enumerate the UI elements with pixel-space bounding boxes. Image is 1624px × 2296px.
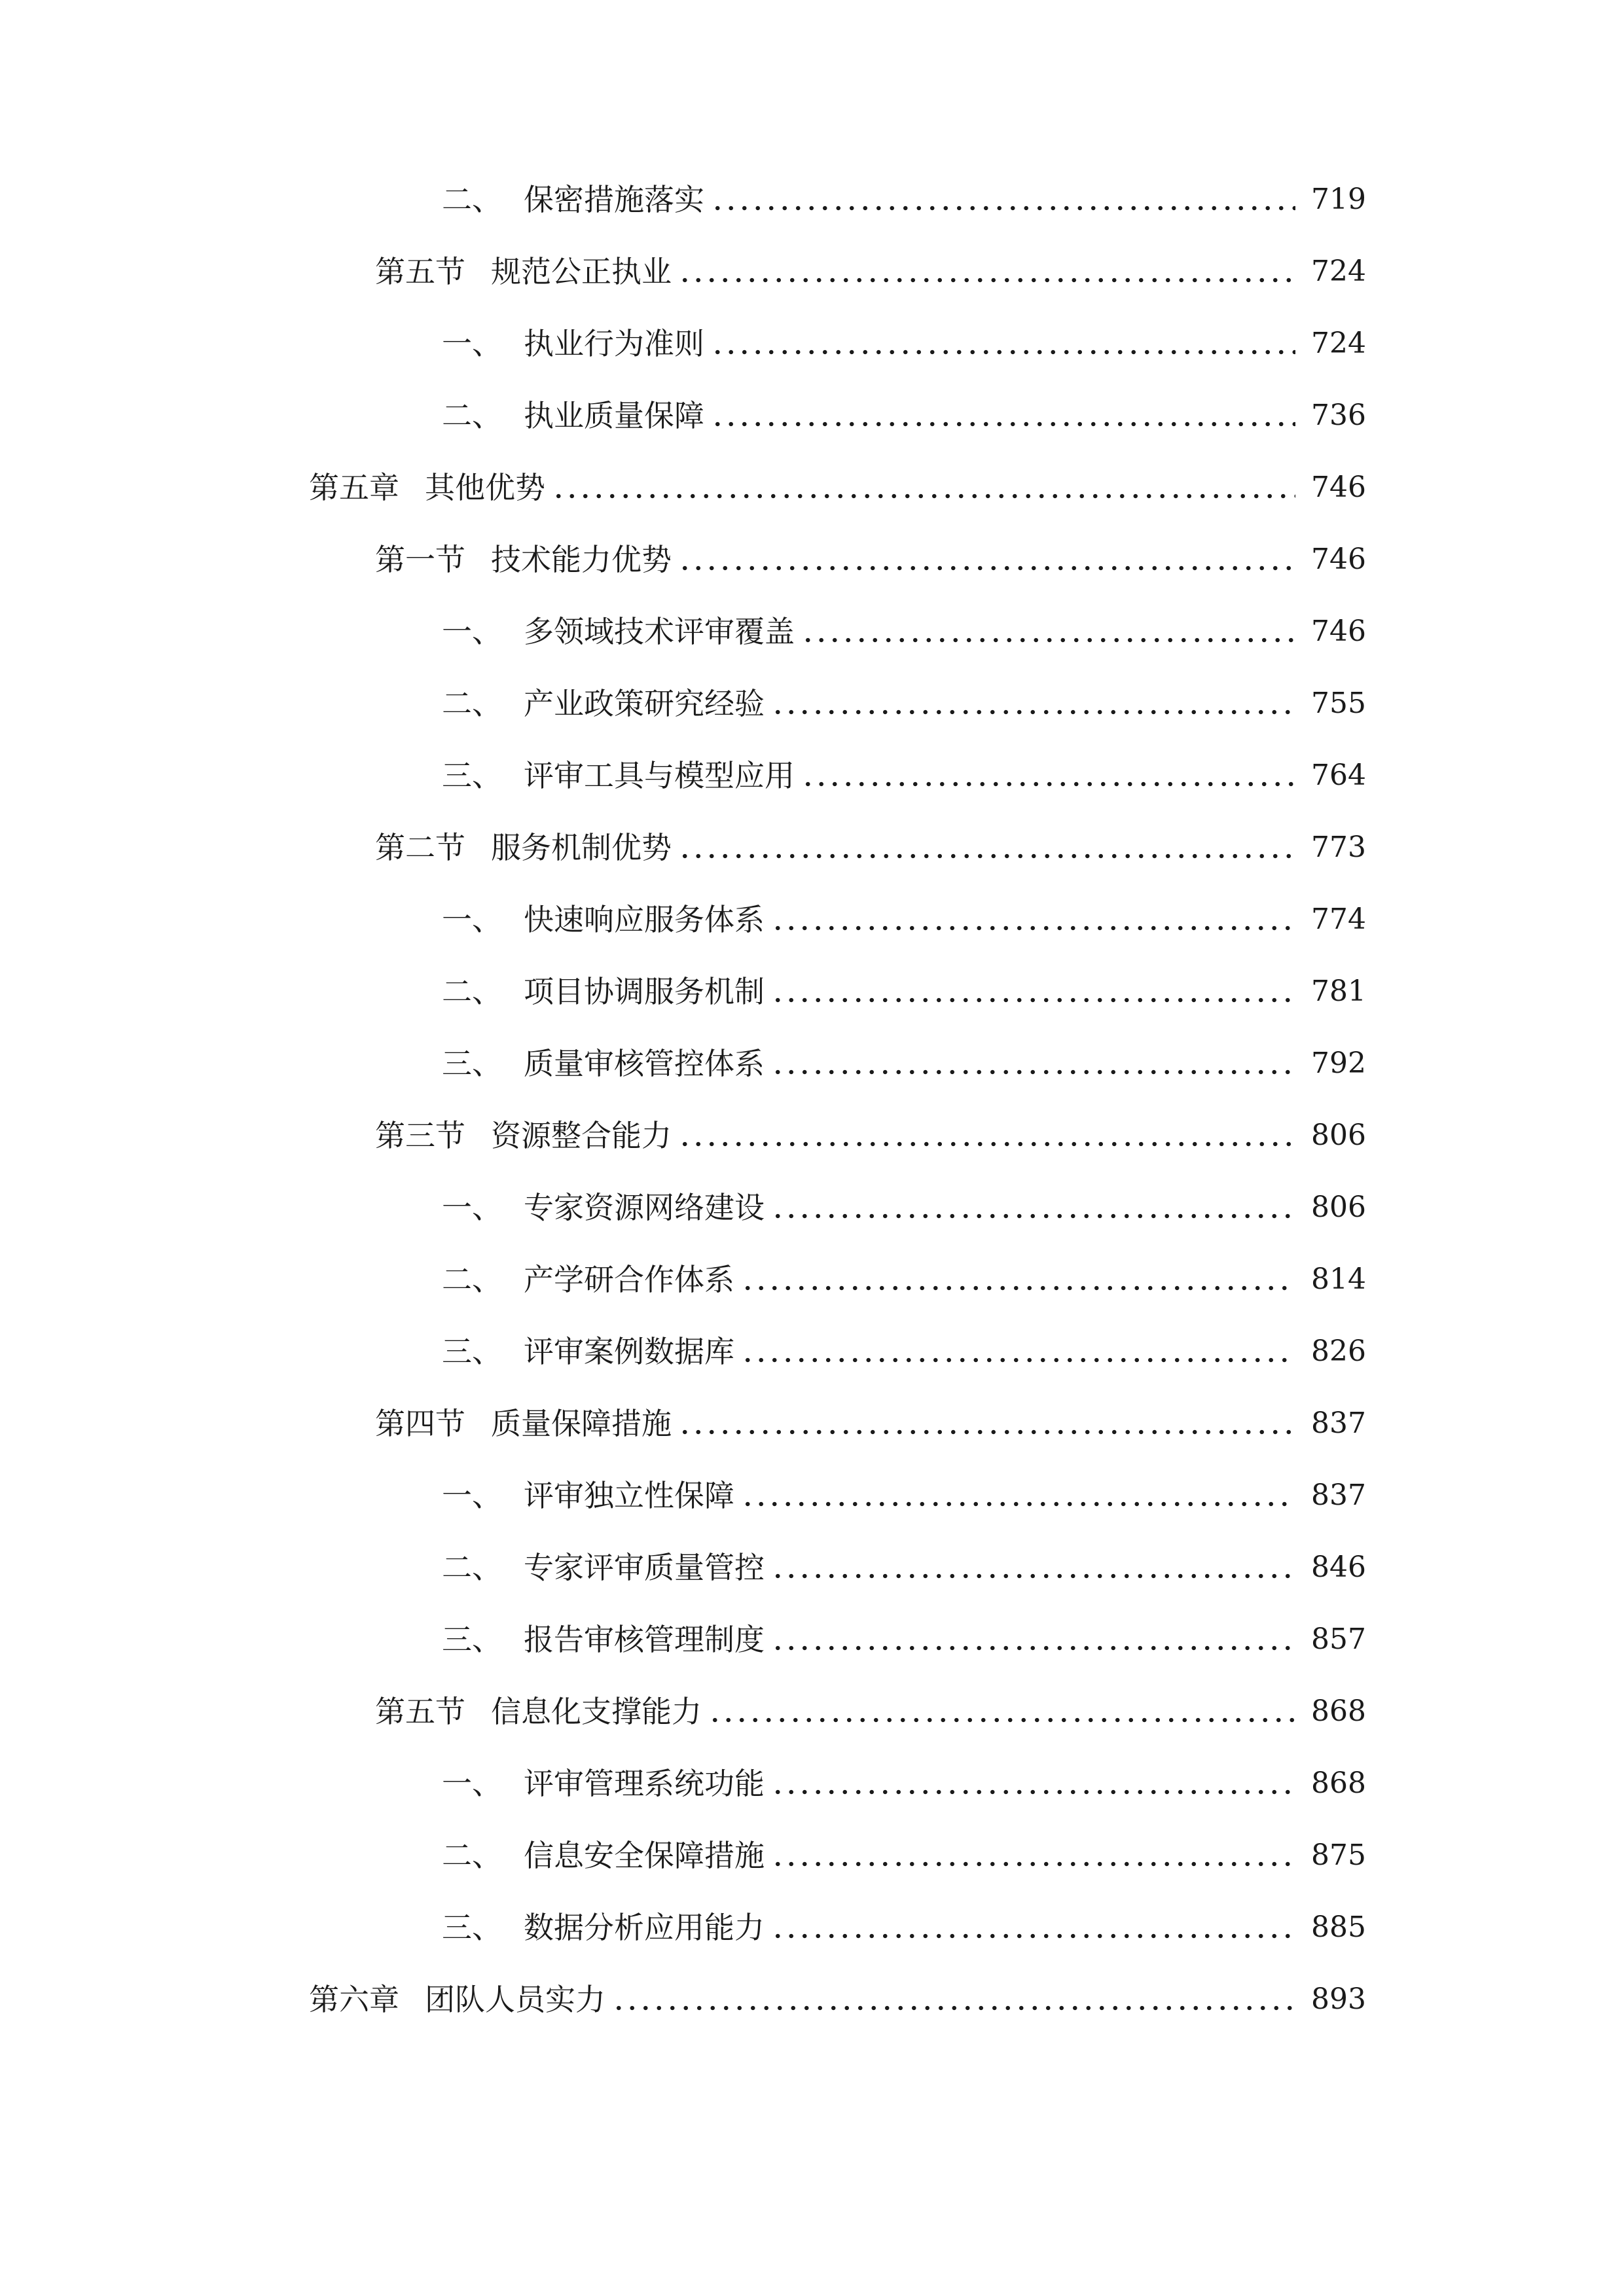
toc-entry-page-number: 764 <box>1311 759 1366 792</box>
toc-entry-page-number: 792 <box>1311 1047 1366 1080</box>
toc-entry-title: 评审工具与模型应用 <box>524 758 795 793</box>
toc-entry-title: 快速响应服务体系 <box>524 902 765 937</box>
toc-entry-label <box>375 831 672 864</box>
toc-entry-label <box>442 399 704 432</box>
toc-entry-number: 一、 <box>442 1190 502 1225</box>
toc-entry-number: 二、 <box>442 398 502 433</box>
toc-entry-page-number: 857 <box>1311 1623 1366 1656</box>
toc-entry-number: 二、 <box>442 1550 502 1585</box>
toc-entry-number: 第五章 <box>309 470 399 505</box>
toc-entry-title: 质量审核管控体系 <box>524 1046 765 1081</box>
toc-entry-page-number: 885 <box>1311 1910 1366 1944</box>
toc-entry-page-number: 746 <box>1311 471 1366 504</box>
dot-leader <box>771 1047 1295 1080</box>
toc-entry-page-number: 846 <box>1311 1551 1366 1584</box>
toc-entry-label <box>442 1839 765 1872</box>
toc-entry-page-number: 724 <box>1311 327 1366 360</box>
toc-entry-page-number: 774 <box>1311 903 1366 936</box>
toc-entry-label <box>442 975 765 1008</box>
toc-entry-title: 服务机制优势 <box>491 830 672 865</box>
toc-entry-page-number: 736 <box>1311 399 1366 432</box>
toc-entry-label <box>442 183 704 216</box>
dot-leader <box>711 327 1295 360</box>
toc-entry[interactable] <box>375 255 1624 288</box>
toc-entry-number: 三、 <box>442 1334 502 1369</box>
dot-leader <box>708 1695 1295 1728</box>
toc-entry-number: 三、 <box>442 1910 502 1945</box>
toc-entry-title: 技术能力优势 <box>491 542 672 577</box>
toc-entry[interactable] <box>442 1839 1624 1872</box>
toc-entry-title: 其他优势 <box>425 470 545 505</box>
toc-entry-page-number: 837 <box>1311 1479 1366 1512</box>
toc-entry-number: 第三节 <box>375 1118 465 1153</box>
toc-entry-number: 第五节 <box>375 1694 465 1729</box>
toc-entry[interactable] <box>442 1335 1624 1368</box>
toc-entry[interactable] <box>375 1695 1624 1728</box>
toc-entry-title: 专家评审质量管控 <box>524 1550 765 1585</box>
toc-entry[interactable] <box>375 543 1624 576</box>
toc-entry-label <box>442 759 795 792</box>
toc-entry-number: 第五节 <box>375 254 465 289</box>
toc-entry-title: 信息化支撑能力 <box>491 1694 702 1729</box>
toc-entry-title: 规范公正执业 <box>491 254 672 289</box>
dot-leader <box>801 615 1295 648</box>
toc-entry-title: 产学研合作体系 <box>524 1262 734 1297</box>
dot-leader <box>741 1335 1295 1368</box>
dot-leader <box>741 1479 1295 1512</box>
toc-entry-number: 二、 <box>442 1262 502 1297</box>
dot-leader <box>771 1767 1295 1800</box>
dot-leader <box>711 183 1295 216</box>
toc-entry-title: 团队人员实力 <box>425 1982 605 2017</box>
toc-entry[interactable] <box>442 1767 1624 1800</box>
table-of-contents <box>0 183 1624 2016</box>
toc-entry[interactable] <box>442 759 1624 792</box>
toc-entry[interactable] <box>442 1911 1624 1944</box>
dot-leader <box>711 399 1295 432</box>
toc-entry-number: 二、 <box>442 686 502 721</box>
toc-entry-label <box>309 1983 605 2016</box>
toc-entry[interactable] <box>442 1263 1624 1296</box>
toc-entry-title: 资源整合能力 <box>491 1118 672 1153</box>
toc-entry-label <box>375 1695 702 1728</box>
dot-leader <box>771 975 1295 1008</box>
toc-entry-label <box>442 1479 734 1512</box>
toc-entry-page-number: 755 <box>1311 687 1366 720</box>
toc-entry-title: 保密措施落实 <box>524 182 704 217</box>
dot-leader <box>612 1983 1295 2016</box>
toc-entry-number: 三、 <box>442 1622 502 1657</box>
toc-entry-page-number: 806 <box>1311 1191 1366 1224</box>
dot-leader <box>678 255 1295 288</box>
toc-entry-page-number: 814 <box>1311 1263 1366 1296</box>
toc-entry-page-number: 746 <box>1311 543 1366 576</box>
toc-entry-page-number: 781 <box>1311 975 1366 1008</box>
dot-leader <box>771 1191 1295 1224</box>
toc-entry-title: 报告审核管理制度 <box>524 1622 765 1657</box>
toc-entry-label <box>442 1911 765 1944</box>
toc-entry-label <box>309 471 545 504</box>
toc-entry[interactable] <box>442 903 1624 936</box>
toc-entry-label <box>442 1767 765 1800</box>
dot-leader <box>678 543 1295 576</box>
toc-entry-page-number: 837 <box>1311 1407 1366 1440</box>
toc-entry-page-number: 868 <box>1311 1767 1366 1800</box>
toc-entry-page-number: 724 <box>1311 255 1366 288</box>
toc-entry[interactable] <box>442 615 1624 648</box>
dot-leader <box>771 1839 1295 1872</box>
toc-entry[interactable] <box>442 687 1624 720</box>
toc-entry[interactable] <box>375 831 1624 864</box>
toc-entry-label <box>375 543 672 576</box>
dot-leader <box>552 471 1295 504</box>
toc-entry-number: 一、 <box>442 1478 502 1513</box>
toc-entry-page-number: 875 <box>1311 1839 1366 1872</box>
toc-entry-page-number: 826 <box>1311 1335 1366 1368</box>
toc-entry-label <box>375 1407 672 1440</box>
toc-entry-number: 一、 <box>442 326 502 361</box>
dot-leader <box>801 759 1295 792</box>
toc-entry-page-number: 773 <box>1311 831 1366 864</box>
toc-entry-page-number: 893 <box>1311 1982 1366 2016</box>
toc-entry-number: 三、 <box>442 1046 502 1081</box>
toc-entry-label <box>442 1551 765 1584</box>
toc-entry[interactable] <box>442 183 1624 216</box>
toc-entry-title: 信息安全保障措施 <box>524 1838 765 1873</box>
toc-entry-number: 第二节 <box>375 830 465 865</box>
toc-entry-label <box>442 615 795 648</box>
toc-entry-title: 评审管理系统功能 <box>524 1766 765 1801</box>
toc-entry[interactable] <box>442 1047 1624 1080</box>
dot-leader <box>678 1407 1295 1440</box>
toc-entry-label <box>375 255 672 288</box>
toc-entry-page-number: 746 <box>1311 615 1366 648</box>
toc-entry[interactable] <box>442 1551 1624 1584</box>
toc-entry-number: 二、 <box>442 1838 502 1873</box>
toc-entry-label <box>375 1119 672 1152</box>
toc-entry[interactable] <box>442 1191 1624 1224</box>
toc-entry-number: 一、 <box>442 614 502 649</box>
dot-leader <box>771 1911 1295 1944</box>
toc-entry-title: 质量保障措施 <box>491 1406 672 1441</box>
toc-entry-number: 第四节 <box>375 1406 465 1441</box>
toc-entry-title: 项目协调服务机制 <box>524 974 765 1009</box>
toc-entry-number: 一、 <box>442 902 502 937</box>
toc-entry[interactable] <box>442 399 1624 432</box>
toc-entry[interactable] <box>442 327 1624 360</box>
toc-entry[interactable] <box>309 471 1624 504</box>
toc-entry-title: 执业质量保障 <box>524 398 704 433</box>
toc-entry-label <box>442 327 704 360</box>
toc-entry-label <box>442 1263 734 1296</box>
toc-entry-title: 评审案例数据库 <box>524 1334 734 1369</box>
toc-entry-number: 二、 <box>442 974 502 1009</box>
dot-leader <box>771 903 1295 936</box>
toc-entry-title: 专家资源网络建设 <box>524 1190 765 1225</box>
toc-entry-number: 二、 <box>442 182 502 217</box>
toc-entry-title: 评审独立性保障 <box>524 1478 734 1513</box>
toc-entry-label <box>442 1191 765 1224</box>
toc-entry-title: 数据分析应用能力 <box>524 1910 765 1945</box>
toc-entry-label <box>442 1623 765 1656</box>
toc-entry-label <box>442 903 765 936</box>
toc-entry-page-number: 868 <box>1311 1695 1366 1728</box>
toc-entry-number: 三、 <box>442 758 502 793</box>
toc-entry-label <box>442 1335 734 1368</box>
dot-leader <box>741 1263 1295 1296</box>
toc-entry-page-number: 806 <box>1311 1119 1366 1152</box>
toc-entry-label <box>442 1047 765 1080</box>
toc-entry-title: 产业政策研究经验 <box>524 686 765 721</box>
dot-leader <box>771 1551 1295 1584</box>
toc-entry-page-number: 719 <box>1311 183 1366 216</box>
toc-entry-number: 第六章 <box>309 1982 399 2017</box>
toc-entry[interactable] <box>442 1479 1624 1512</box>
toc-entry[interactable] <box>442 975 1624 1008</box>
toc-entry[interactable] <box>309 1983 1624 2016</box>
toc-entry-number: 第一节 <box>375 542 465 577</box>
dot-leader <box>771 1623 1295 1656</box>
dot-leader <box>771 687 1295 720</box>
dot-leader <box>678 831 1295 864</box>
toc-entry-title: 执业行为准则 <box>524 326 704 361</box>
toc-entry-title: 多领域技术评审覆盖 <box>524 614 795 649</box>
toc-entry-label <box>442 687 765 720</box>
toc-entry[interactable] <box>375 1119 1624 1152</box>
toc-entry-number: 一、 <box>442 1766 502 1801</box>
toc-entry[interactable] <box>375 1407 1624 1440</box>
toc-entry[interactable] <box>442 1623 1624 1656</box>
dot-leader <box>678 1119 1295 1152</box>
